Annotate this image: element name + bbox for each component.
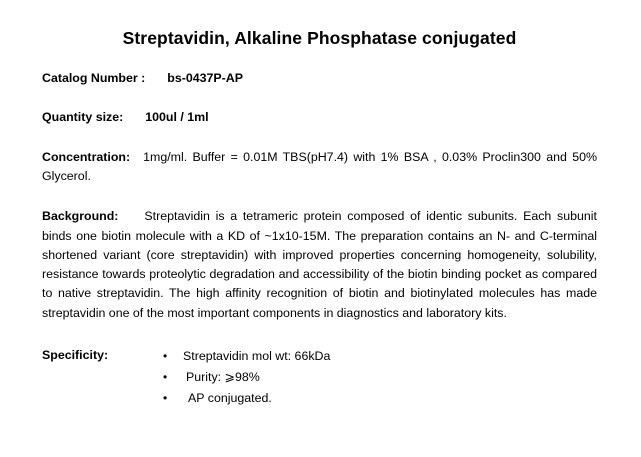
list-item <box>160 367 597 388</box>
concentration-text: 1mg/ml. Buffer = 0.01M TBS(pH7.4) with 1% BSA , 0.03% Proclin300 and 50% Glycerol. <box>42 149 597 184</box>
background-block <box>42 207 597 322</box>
quantity-size-row <box>42 109 597 127</box>
bullet-icon: • <box>163 348 168 363</box>
background-text: Streptavidin is a tetrameric protein composed of identic subunits. Each subunit binds one biotin molecule with a KD of ~1x10-15M. The preparation contains an N- and C-terminal shortened variant (core streptavidin) with improved properties concerning homogeneity, solubility, resistance towards proteolytic degradation and accessibility of the biotin binding pocket as compared to native streptavidin. The high affinity recognition of biotin and biotinylated molecules has made streptavidin one of the most important components in diagnostics and laboratory kits. <box>42 209 597 320</box>
specificity-list <box>160 346 597 410</box>
quantity-size-value: 100ul / 1ml <box>145 109 209 124</box>
catalog-number-value: bs-0437P-AP <box>167 71 244 85</box>
list-item-label: Purity: ⩾98% <box>186 370 260 385</box>
bullet-icon: • <box>163 370 168 385</box>
quantity-size-label: Quantity size: <box>42 109 124 124</box>
specificity-label: Specificity: <box>42 347 109 362</box>
background-label: Background: <box>42 209 119 224</box>
bullet-icon: • <box>163 391 168 406</box>
catalog-number-row <box>42 70 597 88</box>
page-title: Streptavidin, Alkaline Phosphatase conjugated <box>122 28 517 48</box>
catalog-number-label: Catalog Number : <box>42 71 146 85</box>
list-item-label: AP conjugated. <box>188 391 272 406</box>
specificity-block <box>42 346 597 410</box>
list-item <box>160 346 597 367</box>
concentration-block <box>42 148 597 186</box>
list-item-label: Streptavidin mol wt: 66kDa <box>183 348 331 363</box>
list-item <box>160 388 597 409</box>
concentration-label: Concentration: <box>42 149 131 164</box>
